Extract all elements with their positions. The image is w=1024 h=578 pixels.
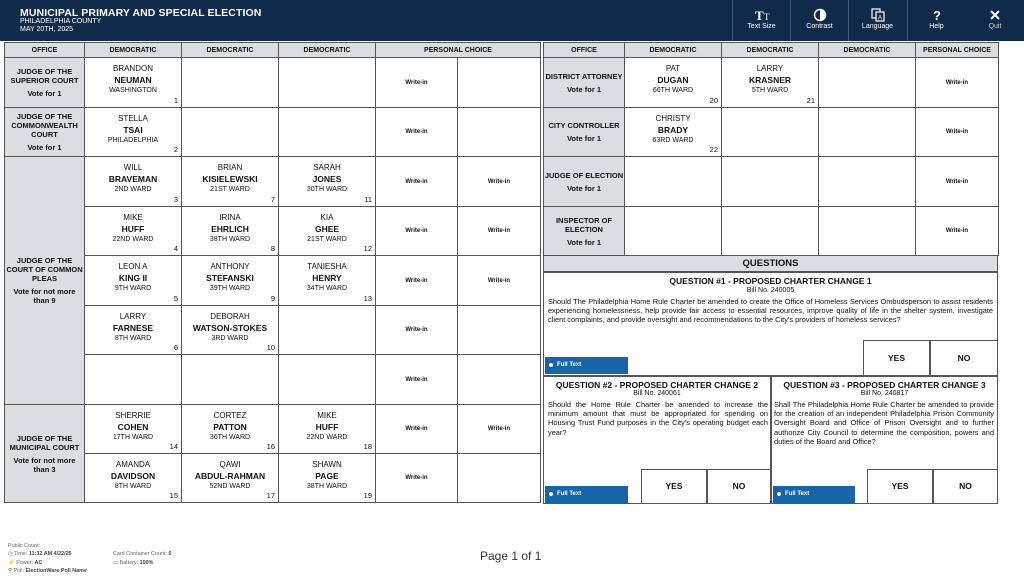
write-in-cell[interactable]: Write-in — [916, 207, 999, 256]
ballot-number: 6 — [173, 343, 178, 352]
ballot-number: 18 — [363, 442, 372, 451]
question-2-bill: Bill No. 240061 — [633, 390, 681, 397]
empty-cell — [279, 355, 376, 405]
ballot-number: 17 — [266, 491, 275, 500]
ballot-number: 14 — [169, 442, 178, 451]
candidate-cell[interactable]: SARAH JONES 30TH WARD 11 — [279, 157, 376, 207]
col-header-party: DEMOCRATIC — [279, 43, 376, 58]
col-header-office: OFFICE — [544, 43, 625, 58]
language-icon — [849, 8, 907, 22]
candidate-cell[interactable]: SHERRIE COHEN 17TH WARD 14 — [85, 405, 182, 454]
close-icon — [966, 8, 1024, 22]
ballot-number: 9 — [270, 294, 275, 303]
help-button[interactable] — [907, 0, 965, 41]
col-header-personal-choice: PERSONAL CHOICE — [916, 43, 999, 58]
svg-text:?: ? — [933, 8, 941, 22]
candidate-cell[interactable]: BRANDON NEUMAN WASHINGTON 1 — [85, 58, 182, 108]
candidate-cell[interactable]: LARRY KRASNER 5TH WARD 21 — [722, 58, 819, 108]
no-option[interactable]: NO — [930, 340, 998, 376]
question-1-bill: Bill No. 240005 — [746, 287, 795, 294]
ballot-number: 21 — [806, 96, 815, 105]
county-name: PHILADELPHIA COUNTY — [20, 18, 102, 25]
empty-cell — [279, 58, 376, 108]
col-header-party: DEMOCRATIC — [85, 43, 182, 58]
time-status: ◷ Time: 11:32 AM 4/22/25 — [8, 551, 72, 557]
clock-icon: ◷ — [8, 551, 13, 557]
election-title: MUNICIPAL PRIMARY AND SPECIAL ELECTION — [20, 7, 262, 19]
quit-label: Quit — [988, 23, 1002, 30]
office-common-pleas: JUDGE OF THE COURT OF COMMON PLEAS Vote for not more than 9 — [5, 157, 85, 405]
ballot-number: 2 — [173, 145, 178, 154]
yes-option[interactable]: YES — [863, 340, 930, 376]
office-superior-court: JUDGE OF THE SUPERIOR COURT Vote for 1 — [5, 58, 85, 108]
question-2-panel — [543, 376, 771, 504]
empty-cell — [625, 157, 722, 207]
poll-status: ⚲ Poll: ElectionWare Poll Name — [8, 568, 87, 574]
ballot-number: 16 — [266, 442, 275, 451]
right-contest-table — [543, 42, 999, 256]
vote-for-label: Vote for not more than 9 — [13, 287, 76, 305]
office-district-attorney: DISTRICT ATTORNEY Vote for 1 — [544, 58, 625, 108]
question-2-text: Should the Home Rule Charter be amended to increase the minimum amount that must be appropriated for spending on Housing Trust Fund purposes in the City's operating budget each year? — [548, 400, 768, 437]
questions-heading: QUESTIONS — [543, 255, 998, 272]
question-3-panel — [771, 376, 998, 504]
empty-cell — [279, 108, 376, 157]
candidate-cell[interactable]: BRIAN KISIELEWSKI 21ST WARD 7 — [182, 157, 279, 207]
vote-for-label: Vote for 1 — [566, 183, 602, 193]
office-inspector-of-election: INSPECTOR OF ELECTION Vote for 1 — [544, 207, 625, 256]
text-size-label: Text Size — [747, 23, 776, 30]
contrast-button[interactable] — [790, 0, 848, 41]
candidate-cell[interactable]: KIA GHEE 21ST WARD 12 — [279, 207, 376, 256]
col-header-party: DEMOCRATIC — [625, 43, 722, 58]
candidate-cell[interactable]: WILL BRAVEMAN 2ND WARD 3 — [85, 157, 182, 207]
power-status: ⚡ Power: AC — [8, 560, 43, 566]
ballot-number: 12 — [363, 244, 372, 253]
svg-text:T: T — [755, 8, 764, 22]
yes-option[interactable]: YES — [641, 469, 707, 504]
empty-cell — [819, 207, 916, 256]
empty-cell — [458, 108, 541, 157]
candidate-cell[interactable]: MIKE HUFF 22ND WARD 4 — [85, 207, 182, 256]
empty-cell — [279, 306, 376, 355]
ballot-number: 7 — [270, 195, 275, 204]
contrast-label: Contrast — [806, 23, 833, 30]
empty-cell — [722, 108, 819, 157]
ballot-number: 10 — [266, 343, 275, 352]
empty-cell — [182, 108, 279, 157]
yes-option[interactable]: YES — [867, 469, 933, 504]
office-commonwealth-court: JUDGE OF THE COMMONWEALTH COURT Vote for 1 — [5, 108, 85, 157]
write-in-cell[interactable]: Write-in — [376, 405, 458, 454]
question-1-panel — [543, 272, 998, 376]
ballot-number: 4 — [173, 244, 178, 253]
office-judge-of-election: JUDGE OF ELECTION Vote for 1 — [544, 157, 625, 207]
no-option[interactable]: NO — [933, 469, 998, 504]
svg-text:A: A — [878, 15, 883, 22]
vote-for-label: Vote for 1 — [566, 237, 602, 247]
app-header — [0, 0, 1024, 41]
quit-button[interactable] — [966, 0, 1024, 41]
ballot-number: 15 — [169, 491, 178, 500]
battery-icon: ▭ — [113, 560, 119, 566]
office-city-controller: CITY CONTROLLER Vote for 1 — [544, 108, 625, 157]
empty-cell — [458, 355, 541, 405]
ballot-number: 5 — [173, 294, 178, 303]
ballot-number: 8 — [270, 244, 275, 253]
candidate-cell[interactable]: QAWI ABDUL-RAHMAN 52ND WARD 17 — [182, 454, 279, 503]
empty-cell — [182, 355, 279, 405]
empty-cell — [182, 58, 279, 108]
page-indicator: Page 1 of 1 — [480, 549, 542, 563]
col-header-party: DEMOCRATIC — [819, 43, 916, 58]
candidate-cell[interactable]: CORTEZ PATTON 36TH WARD 16 — [182, 405, 279, 454]
empty-cell — [722, 157, 819, 207]
full-text-button[interactable]: Full Text — [545, 357, 628, 374]
text-size-icon — [733, 8, 791, 22]
language-label: Language — [861, 23, 894, 30]
empty-cell — [458, 454, 541, 503]
col-header-party: DEMOCRATIC — [182, 43, 279, 58]
write-in-cell[interactable]: Write-in — [916, 157, 999, 207]
vote-for-label: Vote for 1 — [566, 134, 602, 143]
candidate-cell[interactable]: LARRY FARNESE 8TH WARD 6 — [85, 306, 182, 355]
write-in-cell[interactable]: Write-in — [376, 355, 458, 405]
candidate-cell[interactable]: ANTHONY STEFANSKI 39TH WARD 9 — [182, 256, 279, 306]
vote-for-label: Vote for 1 — [27, 89, 62, 98]
empty-cell — [85, 355, 182, 405]
empty-cell — [458, 58, 541, 108]
write-in-cell[interactable]: Write-in — [458, 207, 541, 256]
empty-cell — [819, 108, 916, 157]
help-icon — [908, 8, 966, 22]
write-in-cell[interactable]: Write-in — [376, 306, 458, 355]
svg-text:T: T — [764, 12, 770, 22]
ballot-number: 3 — [173, 195, 178, 204]
battery-status: ▭ Battery: 100% — [113, 560, 154, 566]
ballot-number: 13 — [363, 294, 372, 303]
candidate-cell[interactable]: STELLA TSAI PHILADELPHIA 2 — [85, 108, 182, 157]
empty-cell — [819, 58, 916, 108]
vote-for-label: Vote for 1 — [27, 143, 62, 152]
question-3-title: QUESTION #3 - PROPOSED CHARTER CHANGE 3 — [783, 380, 986, 390]
candidate-cell[interactable]: DEBORAH WATSON-STOKES 3RD WARD 10 — [182, 306, 279, 355]
col-header-office: OFFICE — [5, 43, 85, 58]
candidate-cell[interactable]: MIKE HUFF 22ND WARD 18 — [279, 405, 376, 454]
ballot-number: 11 — [364, 195, 372, 204]
vote-for-label: Vote for 1 — [566, 84, 602, 94]
col-header-party: DEMOCRATIC — [722, 43, 819, 58]
write-in-cell[interactable]: Write-in — [458, 157, 541, 207]
candidate-cell[interactable]: CHRISTY BRADY 63RD WARD 22 — [625, 108, 722, 157]
question-1-title: QUESTION #1 - PROPOSED CHARTER CHANGE 1 — [669, 276, 872, 286]
vote-for-label: Vote for not more than 3 — [13, 455, 76, 474]
write-in-cell[interactable]: Write-in — [916, 108, 999, 157]
left-contest-table — [4, 42, 541, 503]
write-in-cell[interactable]: Write-in — [376, 58, 458, 108]
empty-cell — [625, 207, 722, 256]
question-2-title: QUESTION #2 - PROPOSED CHARTER CHANGE 2 — [555, 380, 759, 390]
no-option[interactable]: NO — [707, 469, 771, 504]
empty-cell — [722, 207, 819, 256]
contrast-icon — [791, 8, 849, 22]
location-pin-icon: ⚲ — [8, 568, 12, 574]
empty-cell — [458, 306, 541, 355]
help-label: Help — [929, 23, 944, 30]
write-in-cell[interactable]: Write-in — [458, 405, 541, 454]
write-in-cell[interactable]: Write-in — [376, 256, 458, 306]
candidate-cell[interactable]: AMANDA DAVIDSON 8TH WARD 15 — [85, 454, 182, 503]
full-text-button[interactable]: Full Text — [773, 486, 855, 503]
empty-cell — [819, 157, 916, 207]
full-text-button[interactable]: Full Text — [545, 486, 628, 503]
question-3-text: Shall The Philadelphia Home Rule Charter be amended to provide for the creation of an independent Philadelphia Prison Community Oversight Board and Office of Prison Oversight and to further authorize City Council to determine the composition, powers and duties of the Board and Office? — [774, 400, 994, 446]
candidate-cell[interactable]: LEON A KING II 9TH WARD 5 — [85, 256, 182, 306]
public-count: Public Count: — [8, 543, 41, 549]
write-in-cell[interactable]: Write-in — [458, 256, 541, 306]
question-1-text: Should The Philadelphia Home Rule Charter be amended to create the Office of Homeless Services Ombudsperson to assist residents experiencing homelessness, help provide fair access to essential resources, improve quality of life in the shelter system, investigate client complaints, and provide oversight and recommendations to the City's providers of homeless services? — [548, 297, 993, 325]
language-button[interactable] — [848, 0, 906, 41]
write-in-cell[interactable]: Write-in — [376, 454, 458, 503]
card-container-count: Card Container Count: 0 — [113, 551, 172, 557]
ballot-number: 1 — [173, 96, 178, 105]
candidate-cell[interactable]: IRINA EHRLICH 38TH WARD 8 — [182, 207, 279, 256]
text-size-button[interactable] — [732, 0, 790, 41]
candidate-cell[interactable]: SHAWN PAGE 38TH WARD 19 — [279, 454, 376, 503]
write-in-cell[interactable]: Write-in — [376, 108, 458, 157]
write-in-cell[interactable]: Write-in — [376, 207, 458, 256]
candidate-cell[interactable]: PAT DUGAN 66TH WARD 20 — [625, 58, 722, 108]
question-3-bill: Bill No. 240817 — [860, 390, 909, 397]
election-date: MAY 20TH, 2025 — [20, 26, 74, 33]
office-municipal-court: JUDGE OF THE MUNICIPAL COURT Vote for not more than 3 — [5, 405, 85, 503]
ballot-number: 22 — [709, 145, 718, 154]
ballot-number: 19 — [363, 491, 372, 500]
ballot-number: 20 — [709, 96, 718, 105]
write-in-cell[interactable]: Write-in — [916, 58, 999, 108]
col-header-personal-choice: PERSONAL CHOICE — [376, 43, 541, 58]
power-icon: ⚡ — [8, 560, 15, 566]
candidate-cell[interactable]: TANIESHA HENRY 34TH WARD 13 — [279, 256, 376, 306]
write-in-cell[interactable]: Write-in — [376, 157, 458, 207]
